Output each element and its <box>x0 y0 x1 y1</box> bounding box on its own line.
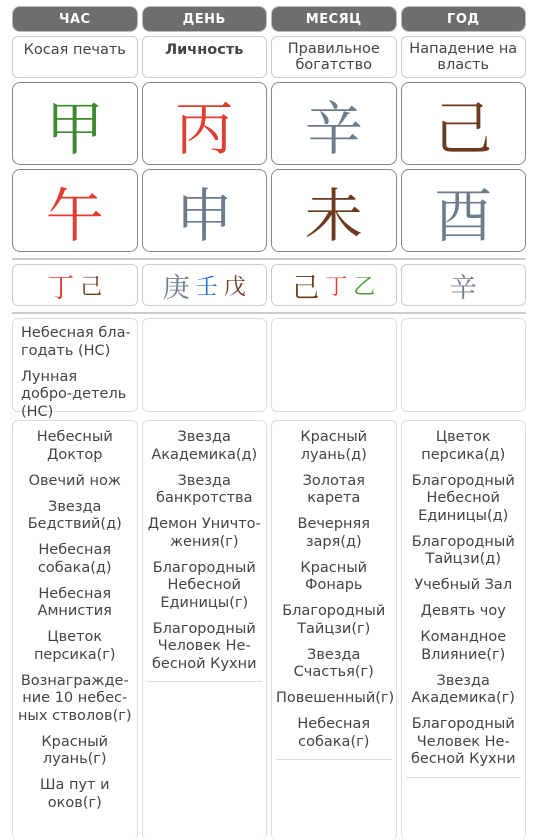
star-item: Благородный Человек Не-бесной Кухни <box>147 621 263 683</box>
star-item: Небесная Амнистия <box>37 585 112 619</box>
ten-god-hour: Косая печать <box>12 36 138 78</box>
stars-day <box>142 420 268 840</box>
branch-month[interactable]: 未 <box>271 169 397 252</box>
hidden-stem: 丁 <box>47 272 75 304</box>
ten-god-year: Нападение на власть <box>401 36 527 78</box>
hidden-stem: 乙 <box>353 274 376 300</box>
header-hour: ЧАС <box>12 6 138 32</box>
stem-year[interactable]: 己 <box>401 82 527 165</box>
star-item: Цветок персика(г) <box>33 629 116 663</box>
star-item: Благородный Небесной Единицы(д) <box>411 472 515 524</box>
hidden-stem: 己 <box>292 272 320 304</box>
hidden-stem: 己 <box>80 274 103 300</box>
star-item: Ша пут и оков(г) <box>39 777 110 811</box>
star-item: Благородный Тайцзи(д) <box>411 533 515 567</box>
ten-god-month: Правильное богатство <box>271 36 397 78</box>
header-month: МЕСЯЦ <box>271 6 397 32</box>
stems-row <box>12 82 526 165</box>
star-item: Повешенный(г) <box>276 690 395 706</box>
hidden-stems-month <box>271 264 397 306</box>
noble-stars-year <box>401 318 527 412</box>
noble-stars-row <box>12 318 526 420</box>
noble-stars-hour <box>12 318 138 420</box>
divider <box>12 258 526 260</box>
hidden-stem: 庚 <box>162 272 190 304</box>
ten-gods-row <box>12 36 526 78</box>
stars-row <box>12 420 526 840</box>
noble-stars-day <box>142 318 268 412</box>
header-year: ГОД <box>401 6 527 32</box>
hidden-stems-year <box>401 264 527 306</box>
hidden-stem: 壬 <box>195 274 218 300</box>
star-item: Командное Влияние(г) <box>420 629 507 663</box>
star-item: Вознагражде-ние 10 небес-ных стволов(г) <box>17 672 132 724</box>
star-item: Золотая карета <box>302 472 365 506</box>
stars-hour <box>12 420 138 840</box>
star-item: Небесный Доктор <box>36 429 113 463</box>
header-day: ДЕНЬ <box>142 6 268 32</box>
divider <box>12 312 526 314</box>
hidden-stem: 戊 <box>223 274 246 300</box>
star-item: Звезда банкротства <box>156 472 253 506</box>
bazi-chart <box>12 6 526 840</box>
branch-hour[interactable]: 午 <box>12 169 138 252</box>
star-item: Небесная собака(д) <box>37 542 112 576</box>
hidden-stem: 辛 <box>449 272 477 304</box>
star-item: Красный луань(д) <box>300 429 368 463</box>
star-item: Звезда Счастья(г) <box>293 646 374 680</box>
stem-day[interactable]: 丙 <box>142 82 268 165</box>
star-item: Благородный Человек Не-бесной Кухни <box>406 716 522 778</box>
branch-day[interactable]: 申 <box>142 169 268 252</box>
stars-year <box>401 420 527 840</box>
star-item: Девять чоу <box>420 603 506 619</box>
ten-god-day: Личность <box>142 36 268 78</box>
hidden-stem: 丁 <box>325 274 348 300</box>
star-item: Вечерняя заря(д) <box>297 516 370 550</box>
star-item: Звезда Бедствий(д) <box>27 498 122 532</box>
star-item: Небесная собака(г) <box>276 716 392 760</box>
stem-hour[interactable]: 甲 <box>12 82 138 165</box>
star-item: Лунная добро-детель (НС) <box>21 368 127 420</box>
hidden-stems-day <box>142 264 268 306</box>
hidden-stems-row <box>12 264 526 306</box>
star-item: Благородный Тайцзи(г) <box>282 603 386 637</box>
hidden-stems-hour <box>12 264 138 306</box>
branches-row <box>12 169 526 252</box>
star-item: Красный Фонарь <box>300 559 368 593</box>
stem-month[interactable]: 辛 <box>271 82 397 165</box>
noble-stars-month <box>271 318 397 412</box>
branch-year[interactable]: 酉 <box>401 169 527 252</box>
star-item: Цветок персика(д) <box>421 429 506 463</box>
star-item: Звезда Академика(г) <box>411 672 515 706</box>
stars-month <box>271 420 397 840</box>
star-item: Овечий нож <box>28 472 121 489</box>
star-item: Красный луань(г) <box>41 733 109 767</box>
pillar-headers <box>12 6 526 32</box>
star-item: Звезда Академика(д) <box>151 429 258 463</box>
star-item: Учебный Зал <box>414 577 513 593</box>
star-item: Благородный Небесной Единицы(г) <box>152 559 256 611</box>
star-item: Небесная бла-годать (НС) <box>21 325 131 359</box>
star-item: Демон Уничто-жения(г) <box>147 516 261 550</box>
